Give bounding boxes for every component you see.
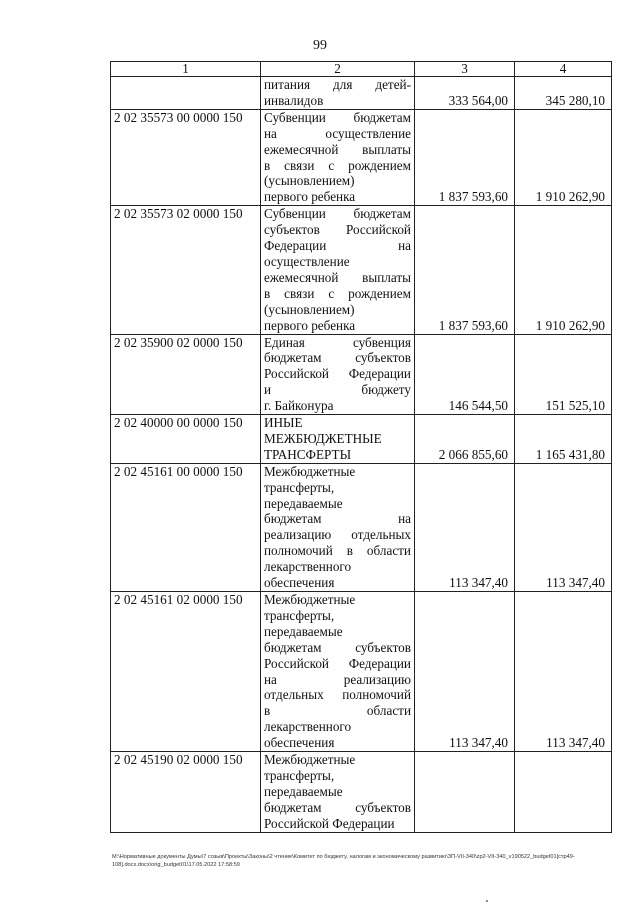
income-name-line: ежемесячной выплаты xyxy=(264,269,411,285)
income-name-line: питания для детей- xyxy=(264,77,411,92)
income-name-line: лекарственного xyxy=(264,719,352,735)
income-name-line: бюджетам субъектов xyxy=(264,639,411,655)
income-name-line: в связи с рождением xyxy=(264,285,411,301)
budget-code-cell: 2 02 45161 02 0000 150 xyxy=(111,592,261,752)
income-name-line: обеспечения xyxy=(264,575,335,591)
income-name-line: передаваемые xyxy=(264,783,343,799)
income-name-cell xyxy=(261,206,415,334)
income-name-line: Российской Федерации xyxy=(264,655,411,671)
income-name-line: обеспечения xyxy=(264,735,335,751)
amount-year1-cell: 113 347,40 xyxy=(415,463,515,591)
amount-year1-cell: 1 837 593,60 xyxy=(415,109,515,205)
income-name-cell xyxy=(261,77,415,110)
budget-code-cell: 2 02 35573 00 0000 150 xyxy=(111,109,261,205)
amount-year2-cell: 113 347,40 xyxy=(515,463,612,591)
column-header: 4 xyxy=(515,62,612,77)
income-name-line: первого ребенка xyxy=(264,189,356,205)
table-header-row xyxy=(111,62,612,77)
income-name-cell xyxy=(261,109,415,205)
amount-year1-cell xyxy=(415,752,515,833)
income-name-line: Федерации на xyxy=(264,238,411,254)
income-name-line: инвалидов xyxy=(264,92,324,108)
income-name-line: передаваемые xyxy=(264,623,343,639)
amount-year2-cell: 113 347,40 xyxy=(515,592,612,752)
budget-code-cell: 2 02 40000 00 0000 150 xyxy=(111,415,261,464)
income-name-line: и бюджету xyxy=(264,382,411,398)
table-row xyxy=(111,77,612,110)
document-path-footer: M:\Нормативные документы Думы\7 созыв\Проекты\Законы\2 чтение\Комитет по бюджету, налогам и экономическому развитию\ЗП-VII-340\zp2-VII-340_v190522_budget01[стр49-108].docx.docx\orig_budget01\17.05.2022 17:58:59 xyxy=(112,854,575,868)
amount-year1-cell: 146 544,50 xyxy=(415,334,515,415)
income-name-line: (усыновлением) xyxy=(264,173,355,189)
income-name-line: ТРАНСФЕРТЫ xyxy=(264,446,352,462)
income-name-line: трансферты, xyxy=(264,607,335,623)
amount-year1-cell: 113 347,40 xyxy=(415,592,515,752)
income-name-line: в связи с рождением xyxy=(264,157,411,173)
amount-year2-cell: 1 910 262,90 xyxy=(515,206,612,334)
column-header: 1 xyxy=(111,62,261,77)
amount-year1-cell: 1 837 593,60 xyxy=(415,206,515,334)
income-name-cell xyxy=(261,592,415,752)
page-number: 99 xyxy=(313,38,327,53)
income-name-cell xyxy=(261,415,415,464)
income-name-cell xyxy=(261,334,415,415)
income-name-line: бюджетам субъектов xyxy=(264,350,411,366)
budget-code-cell: 2 02 45161 00 0000 150 xyxy=(111,463,261,591)
income-name-line: передаваемые xyxy=(264,495,343,511)
budget-table xyxy=(110,61,612,833)
budget-code-cell xyxy=(111,77,261,110)
table-row xyxy=(111,592,612,752)
income-name-line: отдельных полномочий xyxy=(264,687,411,703)
income-name-line: трансферты, xyxy=(264,479,335,495)
budget-code-cell: 2 02 35573 02 0000 150 xyxy=(111,206,261,334)
income-name-line: Российской Федерации xyxy=(264,366,411,382)
income-name-line: г. Байконура xyxy=(264,398,334,414)
table-row xyxy=(111,206,612,334)
income-name-line: Субвенции бюджетам xyxy=(264,109,411,125)
table-row xyxy=(111,109,612,205)
income-name-line: на реализацию xyxy=(264,671,411,687)
income-name-line: Единая субвенция xyxy=(264,334,411,350)
income-name-line: первого ребенка xyxy=(264,317,356,333)
income-name-line: бюджетам на xyxy=(264,511,411,527)
income-name-line: Межбюджетные xyxy=(264,463,356,479)
amount-year2-cell xyxy=(515,752,612,833)
income-name-line: (усыновлением) xyxy=(264,301,355,317)
amount-year2-cell: 1 910 262,90 xyxy=(515,109,612,205)
income-name-line: на осуществление xyxy=(264,125,411,141)
income-name-line: ежемесячной выплаты xyxy=(264,141,411,157)
income-name-line: МЕЖБЮДЖЕТНЫЕ xyxy=(264,430,382,446)
column-header: 2 xyxy=(261,62,415,77)
budget-code-cell: 2 02 35900 02 0000 150 xyxy=(111,334,261,415)
income-name-line: бюджетам субъектов xyxy=(264,799,411,815)
income-name-line: Российской Федерации xyxy=(264,815,395,831)
income-name-line: трансферты, xyxy=(264,767,335,783)
income-name-cell xyxy=(261,463,415,591)
income-name-line: лекарственного xyxy=(264,559,352,575)
income-name-line: Межбюджетные xyxy=(264,592,356,607)
table-row xyxy=(111,334,612,415)
income-name-line: в области xyxy=(264,703,411,719)
income-name-line: осуществление xyxy=(264,253,350,269)
amount-year2-cell: 1 165 431,80 xyxy=(515,415,612,464)
income-name-line: полномочий в области xyxy=(264,543,411,559)
income-name-line: субъектов Российской xyxy=(264,222,411,238)
amount-year2-cell: 345 280,10 xyxy=(515,77,612,110)
table-row xyxy=(111,463,612,591)
income-name-line: ИНЫЕ xyxy=(264,415,303,431)
table-row xyxy=(111,752,612,833)
amount-year1-cell: 2 066 855,60 xyxy=(415,415,515,464)
budget-code-cell: 2 02 45190 02 0000 150 xyxy=(111,752,261,833)
income-name-cell xyxy=(261,752,415,833)
income-name-line: Субвенции бюджетам xyxy=(264,206,411,222)
column-header: 3 xyxy=(415,62,515,77)
amount-year2-cell: 151 525,10 xyxy=(515,334,612,415)
income-name-line: реализацию отдельных xyxy=(264,527,411,543)
scan-speck xyxy=(486,900,488,902)
amount-year1-cell: 333 564,00 xyxy=(415,77,515,110)
table-row xyxy=(111,415,612,464)
income-name-line: Межбюджетные xyxy=(264,752,356,768)
